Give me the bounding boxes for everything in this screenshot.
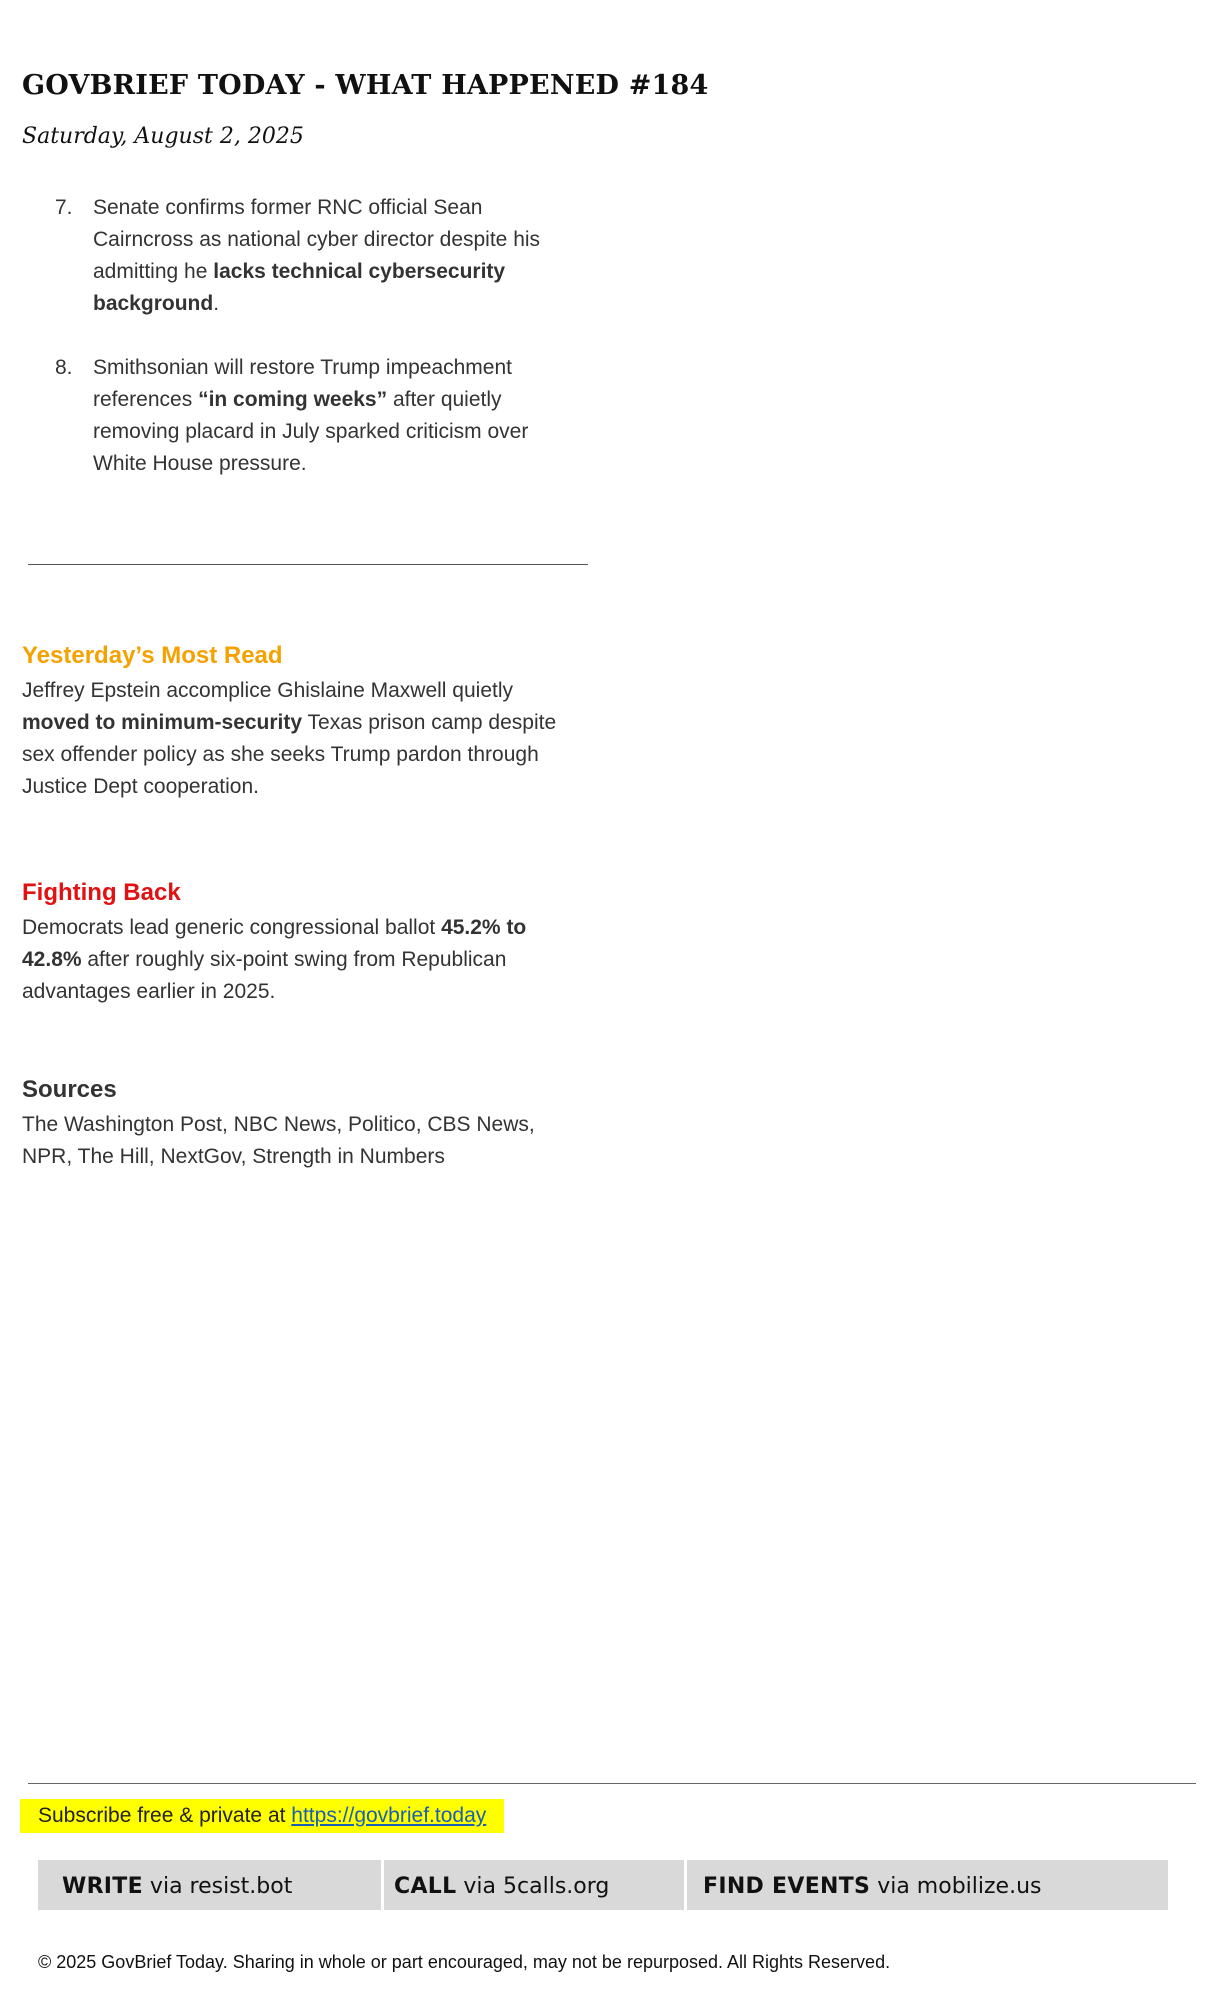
call-action-verb: CALL — [394, 1874, 457, 1899]
most-read-section — [22, 640, 582, 803]
list-item-text: Smithsonian will restore Trump impeachment references “in coming weeks” after quietly removing placard in July sparked criticism over White House pressure. — [93, 356, 529, 475]
write-action-link[interactable] — [38, 1860, 381, 1910]
subscribe-link[interactable]: https://govbrief.today — [291, 1804, 487, 1827]
emphasis: lacks technical cybersecurity background — [93, 260, 506, 315]
footer-divider — [28, 1783, 1196, 1784]
fighting-back-text: Democrats lead generic congressional ballot 45.2% to 42.8% after roughly six-point swing from Republican advantages earlier in 2025. — [22, 916, 527, 1003]
list-item-text: Senate confirms former RNC official Sean Cairncross as national cyber director despite his admitting he lacks technical cybersecurity background. — [93, 196, 541, 315]
subscribe-banner — [20, 1799, 504, 1833]
list-item-number: 7. — [55, 196, 73, 219]
emphasis: “in coming weeks” — [198, 388, 388, 411]
call-action-via: via 5calls.org — [456, 1874, 610, 1899]
sources-section — [22, 1074, 582, 1173]
subscribe-text: Subscribe free & private at — [38, 1804, 292, 1827]
most-read-text: Jeffrey Epstein accomplice Ghislaine Maxwell quietly moved to minimum-security Texas prison camp despite sex offender policy as she seeks Trump pardon through Justice Dept cooperation. — [22, 679, 557, 798]
action-bar — [38, 1860, 1168, 1910]
fighting-back-heading: Fighting Back — [22, 879, 181, 906]
emphasis: moved to minimum-security — [22, 711, 303, 734]
news-list — [55, 192, 585, 512]
find-events-action-via: via mobilize.us — [870, 1874, 1042, 1899]
list-item — [55, 352, 585, 480]
list-item — [55, 192, 585, 320]
find-events-action-verb: FIND EVENTS — [703, 1874, 871, 1899]
fighting-back-section — [22, 877, 582, 1008]
page-title: GOVBRIEF TODAY - WHAT HAPPENED #184 — [22, 70, 709, 101]
write-action-via: via resist.bot — [142, 1874, 293, 1899]
section-divider — [28, 564, 588, 565]
page-date: Saturday, August 2, 2025 — [22, 124, 304, 149]
most-read-heading: Yesterday’s Most Read — [22, 642, 283, 669]
sources-text: The Washington Post, NBC News, Politico, CBS News, NPR, The Hill, NextGov, Strength in Numbers — [22, 1113, 535, 1168]
sources-heading: Sources — [22, 1076, 117, 1103]
find-events-action-link[interactable] — [687, 1860, 1168, 1910]
copyright-text: © 2025 GovBrief Today. Sharing in whole or part encouraged, may not be repurposed. All Rights Reserved. — [38, 1952, 891, 1972]
write-action-verb: WRITE — [62, 1874, 143, 1899]
call-action-link[interactable] — [384, 1860, 684, 1910]
list-item-number: 8. — [55, 356, 73, 379]
emphasis: 45.2% to 42.8% — [22, 916, 527, 971]
